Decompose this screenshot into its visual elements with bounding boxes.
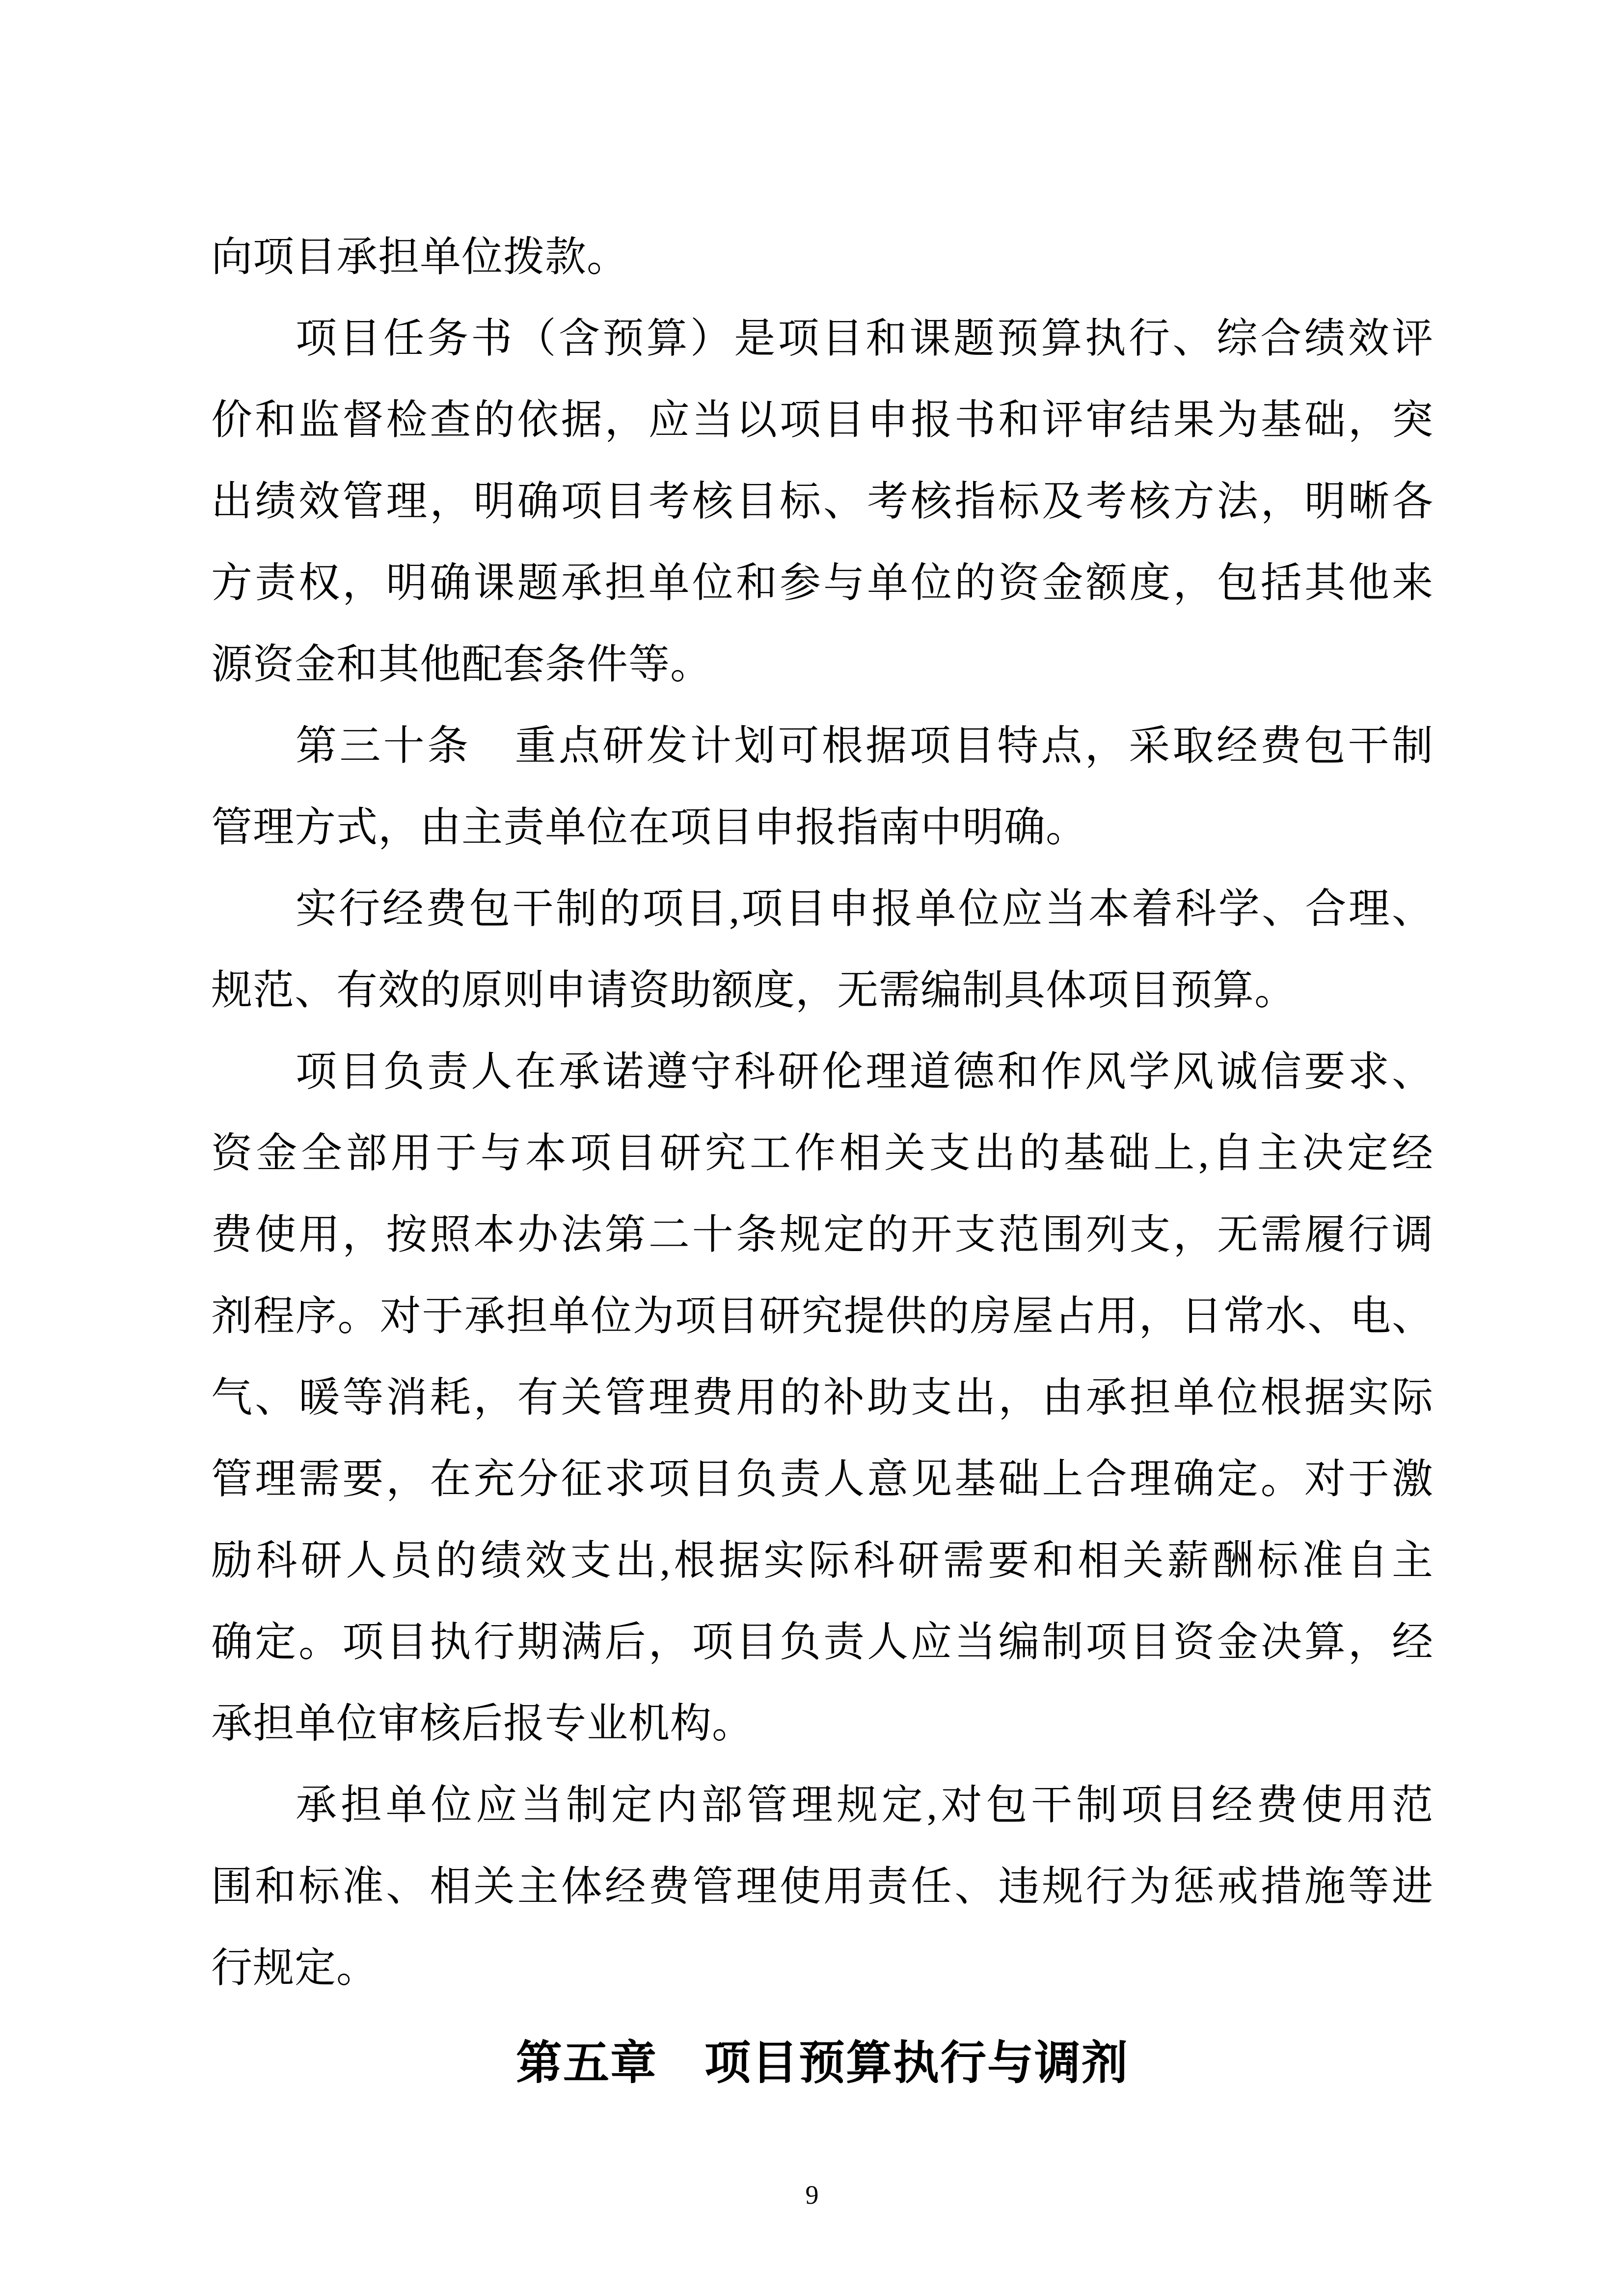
text-line: 励科研人员的绩效支出,根据实际科研需要和相关薪酬标准自主 [211,1538,1434,1584]
text-line: 源资金和其他配套条件等。 [211,642,712,688]
text-line: 第三十条 重点研发计划可根据项目特点，采取经费包干制 [296,723,1434,769]
text-line: 气、暖等消耗，有关管理费用的补助支出，由承担单位根据实际 [211,1375,1434,1421]
text-line: 项目负责人在承诺遵守科研伦理道德和作风学风诚信要求、 [296,1049,1434,1095]
text-line: 费使用，按照本办法第二十条规定的开支范围列支，无需履行调 [211,1212,1434,1258]
text-line: 资金全部用于与本项目研究工作相关支出的基础上,自主决定经 [211,1131,1434,1176]
body-lines [211,217,1434,2009]
text-line: 出绩效管理，明确项目考核目标、考核指标及考核方法，明晰各 [211,479,1434,525]
text-line: 管理需要，在充分征求项目负责人意见基础上合理确定。对于激 [211,1457,1434,1502]
text-line: 向项目承担单位拨款。 [211,235,629,280]
text-line: 价和监督检查的依据，应当以项目申报书和评审结果为基础，突 [211,398,1434,443]
page-number: 9 [805,2180,819,2210]
text-line: 管理方式，由主责单位在项目申报指南中明确。 [211,805,1088,851]
text-line: 项目任务书（含预算）是项目和课题预算执行、综合绩效评 [296,316,1434,362]
text-line: 剂程序。对于承担单位为项目研究提供的房屋占用，日常水、电、 [211,1294,1434,1339]
chapter-heading: 第五章 项目预算执行与调剂 [515,2037,1129,2088]
text-line: 围和标准、相关主体经费管理使用责任、违规行为惩戒措施等进 [211,1864,1434,1910]
document-body [211,217,1434,2104]
text-line: 承担单位审核后报专业机构。 [211,1701,754,1747]
text-line: 确定。项目执行期满后，项目负责人应当编制项目资金决算，经 [211,1620,1434,1665]
text-line: 规范、有效的原则申请资助额度，无需编制具体项目预算。 [211,968,1297,1014]
text-line: 承担单位应当制定内部管理规定,对包干制项目经费使用范 [296,1783,1434,1828]
text-line: 实行经费包干制的项目,项目申报单位应当本着科学、合理、 [296,886,1434,932]
text-line: 行规定。 [211,1946,379,1991]
text-line: 方责权，明确课题承担单位和参与单位的资金额度，包括其他来 [211,561,1434,606]
